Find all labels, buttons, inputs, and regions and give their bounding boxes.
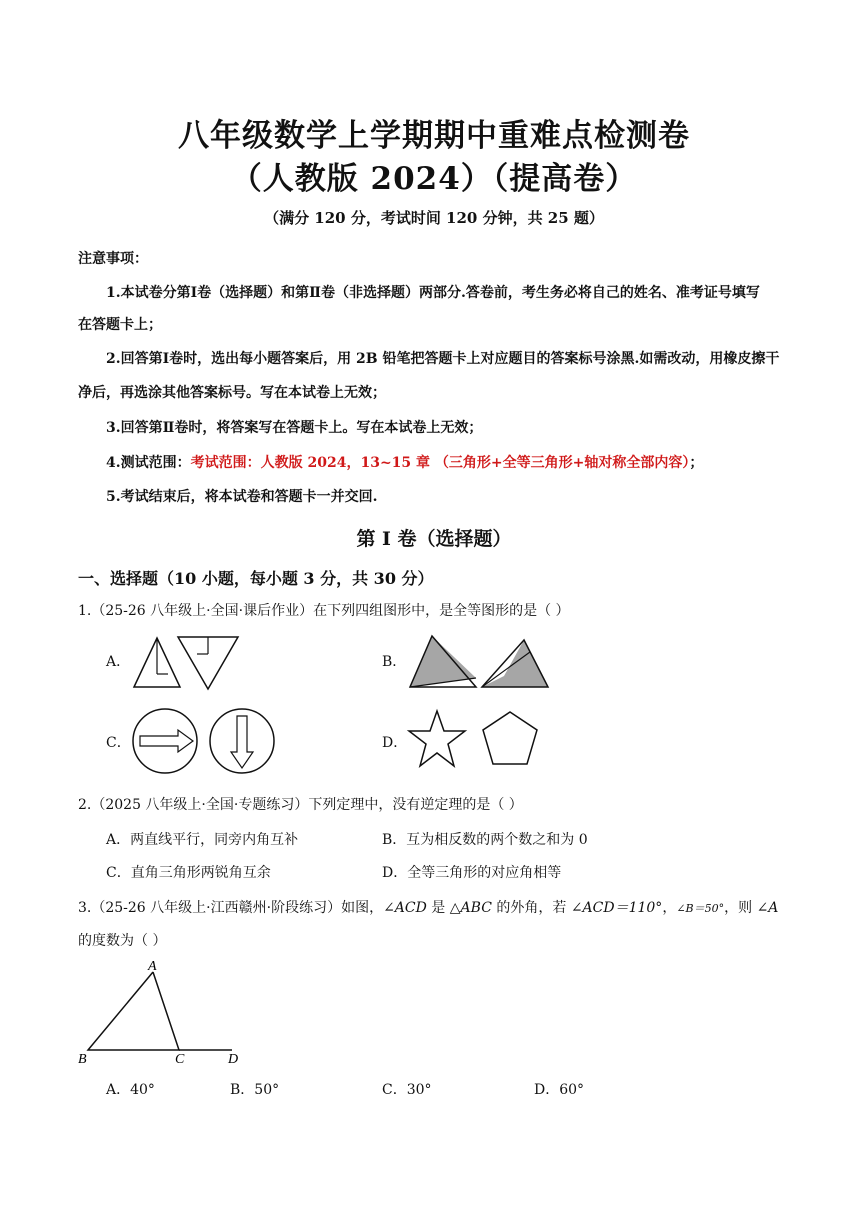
- q1-option-c-figure: [130, 706, 280, 776]
- part-title: 一、选择题（10 小题，每小题 3 分，共 30 分）: [78, 569, 434, 588]
- vertex-label-d: D: [228, 1052, 239, 1067]
- q1-option-a-label: A．: [106, 654, 131, 670]
- question-1-text: 1.（25-26 八年级上·全国·课后作业）在下列四组图形中，是全等图形的是（ ）: [78, 603, 570, 619]
- circle-right: [210, 709, 274, 773]
- q3-text-mid3: ，: [662, 900, 677, 916]
- q3-option-d: D．60°: [534, 1082, 585, 1098]
- q3-option-b: B．50°: [230, 1082, 280, 1098]
- test-range: 考试范围：人教版 2024，13~15 章 （三角形+全等三角形+轴对称全部内容）: [190, 455, 690, 471]
- exam-info: （满分 120 分，考试时间 120 分钟，共 25 题）: [264, 209, 604, 227]
- note-item-1b: 在答题卡上；: [78, 317, 162, 333]
- notes-heading: 注意事项：: [78, 251, 148, 267]
- q2-option-a: A．两直线平行，同旁内角互补: [106, 832, 299, 848]
- q1-option-c-label: C．: [106, 735, 131, 751]
- q3-triangle-figure: [72, 955, 252, 1070]
- q3-triangle-abc: △ABC: [449, 900, 492, 916]
- triangle-abc: [88, 972, 179, 1050]
- q3-condition-1: ∠ACD＝110°: [570, 900, 663, 916]
- circle-left: [133, 709, 197, 773]
- q2-option-d: D．全等三角形的对应角相等: [382, 865, 562, 881]
- note-item-1a: 1.本试卷分第Ⅰ卷（选择题）和第Ⅱ卷（非选择题）两部分.答卷前，考生务必将自己的姓名、准考证号填写: [106, 285, 760, 301]
- q3-option-a: A．40°: [106, 1082, 155, 1098]
- note-item-2b: 净后，再选涂其他答案标号。写在本试卷上无效；: [78, 385, 386, 401]
- q3-text-mid2: 的外角，若: [491, 900, 571, 916]
- q3-angle-acd: ∠ACD: [383, 900, 427, 916]
- question-3-text: [78, 897, 778, 917]
- q1-option-d-label: D．: [382, 735, 408, 751]
- note-item-4-prefix: 4.测试范围：: [106, 455, 191, 471]
- vertex-label-b: B: [78, 1052, 87, 1067]
- q2-option-b: B．互为相反数的两个数之和为 0: [382, 832, 588, 848]
- q2-option-c: C．直角三角形两锐角互余: [106, 865, 271, 881]
- q3-angle-a: ∠A: [756, 900, 779, 916]
- note-item-4-suffix: ；: [689, 455, 704, 471]
- vertex-label-a: A: [148, 959, 157, 974]
- q1-option-d-figure: [406, 706, 546, 776]
- q3-text-prefix: 3.（25-26 八年级上·江西赣州·阶段练习）如图，: [78, 900, 384, 916]
- note-item-5: 5.考试结束后，将本试卷和答题卡一并交回.: [106, 489, 378, 505]
- pentagon-icon: [483, 712, 537, 764]
- q1-option-b-label: B．: [382, 654, 407, 670]
- q1-option-b-figure: [404, 630, 554, 692]
- note-item-2a: 2.回答第Ⅰ卷时，选出每小题答案后，用 2B 铅笔把答题卡上对应题目的答案标号涂黑.如需改动，用橡皮擦干: [106, 351, 780, 367]
- note-item-4: [106, 447, 703, 479]
- q3-text-mid1: 是: [426, 900, 450, 916]
- page-title-line2: （人教版 2024）（提高卷）: [230, 161, 638, 197]
- q3-text-mid4: ，则: [724, 900, 757, 916]
- question-3-text-line2: 的度数为（ ）: [78, 933, 167, 949]
- down-arrow-icon: [231, 716, 253, 768]
- q3-condition-2: ∠B＝50°: [676, 902, 725, 915]
- right-arrow-icon: [140, 730, 193, 752]
- star-icon: [409, 711, 465, 766]
- vertex-label-c: C: [175, 1052, 185, 1067]
- section-title: 第 I 卷（选择题）: [356, 528, 512, 550]
- q1-option-a-figure: [130, 632, 240, 694]
- note-item-3: 3.回答第Ⅱ卷时，将答案写在答题卡上。写在本试卷上无效；: [106, 420, 483, 436]
- q3-option-c: C．30°: [382, 1082, 432, 1098]
- question-2-text: 2.（2025 八年级上·全国·专题练习）下列定理中，没有逆定理的是（ ）: [78, 797, 523, 813]
- page-title: 八年级数学上学期期中重难点检测卷: [178, 118, 690, 154]
